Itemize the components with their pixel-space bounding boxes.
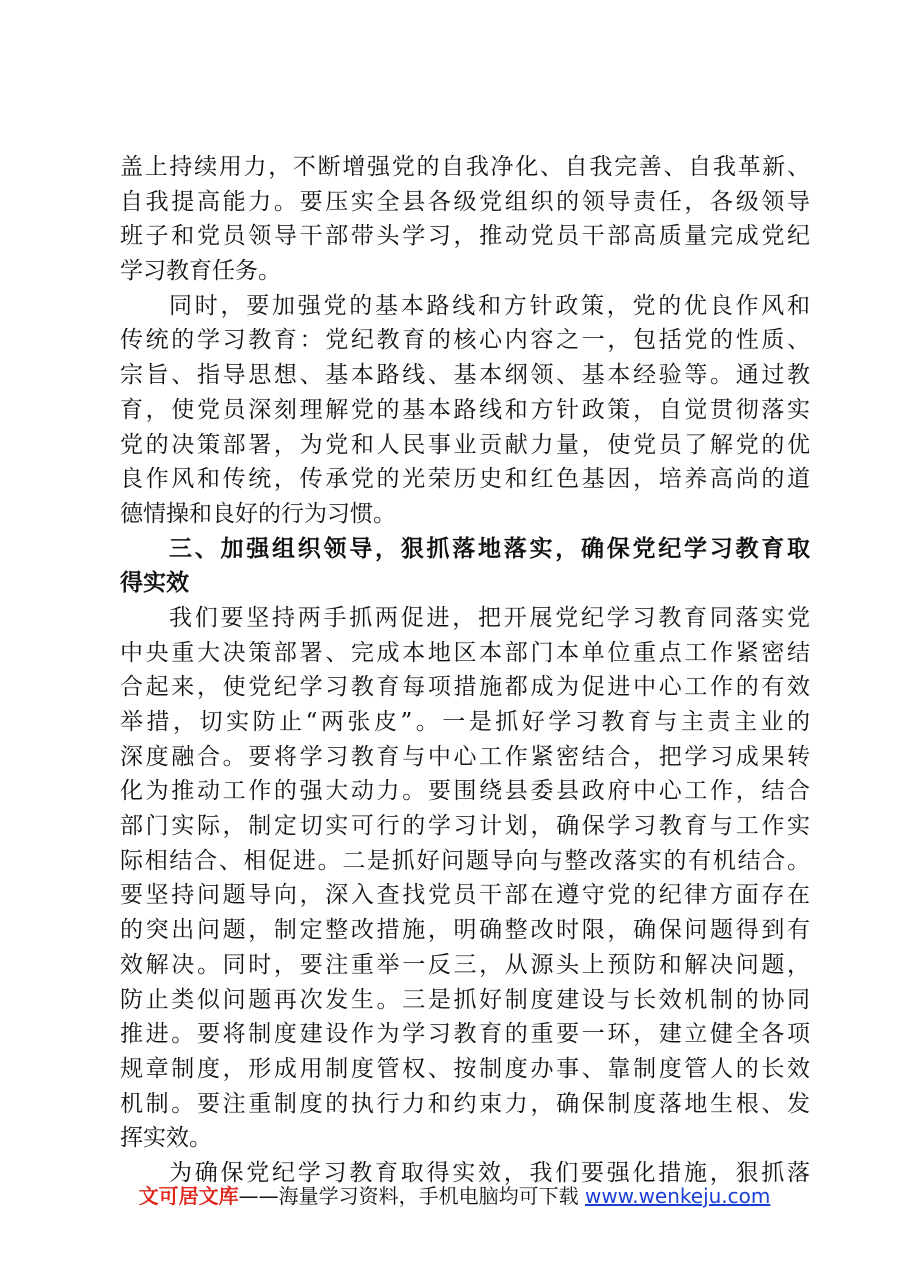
body-line: 传统的学习教育：党纪教育的核心内容之一，包括党的性质、 [120, 327, 810, 354]
body-line: 良作风和传统，传承党的光荣历史和红色基因，培养高尚的道 [120, 466, 810, 493]
body-line: 举措，切实防止“两张皮”。一是抓好学习教育与主责主业的 [120, 709, 810, 735]
body-line: 宗旨、指导思想、基本路线、基本纲领、基本经验等。通过教 [120, 362, 810, 389]
body-line: 效解决。同时，要注重举一反三，从源头上预防和解决问题， [120, 951, 810, 978]
body-line: 学习教育任务。 [120, 258, 281, 285]
paragraph-first-line: 我们要坚持两手抓两促进，把开展党纪学习教育同落实党 [169, 604, 810, 631]
body-line: 要坚持问题导向，深入查找党员干部在遵守党的纪律方面存在 [120, 882, 810, 909]
body-line: 盖上持续用力，不断增强党的自我净化、自我完善、自我革新、 [120, 154, 810, 180]
website-link[interactable]: www.wenkeju.com [584, 1184, 771, 1208]
body-line: 机制。要注重制度的执行力和约束力，确保制度落地生根、发 [120, 1090, 810, 1117]
footer-banner [0, 1183, 909, 1209]
body-line: 防止类似问题再次发生。三是抓好制度建设与长效机制的协同 [120, 986, 810, 1013]
brand-name: 文可居文库 [138, 1184, 239, 1208]
body-line: 际相结合、相促进。二是抓好问题导向与整改落实的有机结合。 [120, 847, 810, 874]
section-heading: 得实效 [120, 570, 189, 597]
body-line: 中央重大决策部署、完成本地区本部门本单位重点工作紧密结 [120, 639, 810, 666]
body-line: 的突出问题，制定整改措施，明确整改时限，确保问题得到有 [120, 917, 810, 944]
body-line: 深度融合。要将学习教育与中心工作紧密结合，把学习成果转 [120, 743, 810, 770]
body-line: 自我提高能力。要压实全县各级党组织的领导责任，各级领导 [120, 188, 810, 215]
body-line: 部门实际，制定切实可行的学习计划，确保学习教育与工作实 [120, 813, 810, 840]
body-line: 挥实效。 [120, 1125, 212, 1152]
section-heading: 三、加强组织领导，狠抓落地落实，确保党纪学习教育取 [169, 535, 810, 562]
body-line: 规章制度，形成用制度管权、按制度办事、靠制度管人的长效 [120, 1055, 810, 1082]
body-line: 化为推动工作的强大动力。要围绕县委县政府中心工作，结合 [120, 778, 810, 805]
paragraph-first-line: 为确保党纪学习教育取得实效，我们要强化措施，狠抓落 [169, 1159, 810, 1186]
body-line: 推进。要将制度建设作为学习教育的重要一环，建立健全各项 [120, 1021, 810, 1048]
body-line: 班子和党员领导干部带头学习，推动党员干部高质量完成党纪 [120, 223, 810, 250]
paragraph-first-line: 同时，要加强党的基本路线和方针政策，党的优良作风和 [169, 292, 810, 319]
body-line: 育，使党员深刻理解党的基本路线和方针政策，自觉贯彻落实 [120, 396, 810, 423]
body-line: 合起来，使党纪学习教育每项措施都成为促进中心工作的有效 [120, 674, 810, 701]
body-line: 德情操和良好的行为习惯。 [120, 500, 396, 527]
body-line: 党的决策部署，为党和人民事业贡献力量，使党员了解党的优 [120, 431, 810, 458]
document-body [120, 150, 810, 1191]
footer-tagline: ——海量学习资料，手机电脑均可下载 [238, 1184, 579, 1208]
